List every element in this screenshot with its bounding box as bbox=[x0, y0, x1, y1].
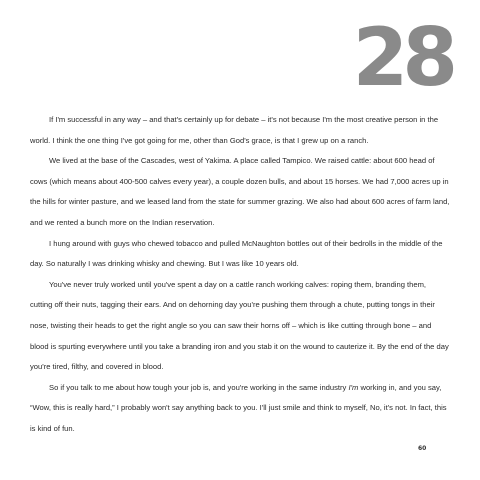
body-text bbox=[30, 110, 450, 440]
paragraph-1: If I'm successful in any way – and that's certainly up for debate – it's not because I'm the most creative person in the world. I think the one thing I've got going for me, other than God's grace, is that I grew up on a ranch. bbox=[30, 115, 439, 145]
paragraph-5-emphasis: I'm bbox=[348, 382, 359, 392]
paragraph-4: You've never truly worked until you've spent a day on a cattle ranch working calves: roping them, branding them, cutting off their nuts, tagging their ears. And on dehorning day you're pushing them through a chute, putting tongs in their nose, twisting their heads to get the right angle so you can saw their horns off – which is like cutting through bone – and blood is spurting everywhere until you take a branding iron and you stab it on the wound to cauterize it. By the end of the day you're tired, filthy, and covered in blood. bbox=[30, 279, 449, 372]
paragraph-2: We lived at the base of the Cascades, west of Yakima. A place called Tampico. We raised cattle: about 600 head of cows (which means about 400-500 calves every year), a couple dozen bulls, and about 15 horses. We had 7,000 acres up in the hills for winter pasture, and we leased land from the state for summer grazing. We also had about 600 acres of farm land, and we rented a bunch more on the Indian reservation. bbox=[30, 156, 450, 227]
paragraph-3: I hung around with guys who chewed tobacco and pulled McNaughton bottles out of their bedrolls in the middle of the day. So naturally I was drinking whisky and chewing. But I was like 10 years old. bbox=[30, 238, 443, 269]
page-number: 60 bbox=[418, 445, 427, 452]
paragraph-5-end: working in, and you say, “Wow, this is really hard,” I probably won't say anything back to you. I'll just smile and think to myself, No, it's not. In fact, this is kind of fun. bbox=[30, 382, 447, 433]
paragraph-5-start: So if you talk to me about how tough your job is, and you're working in the same industry bbox=[49, 382, 349, 392]
chapter-number: 28 bbox=[352, 11, 452, 104]
paragraph-5 bbox=[30, 378, 450, 440]
